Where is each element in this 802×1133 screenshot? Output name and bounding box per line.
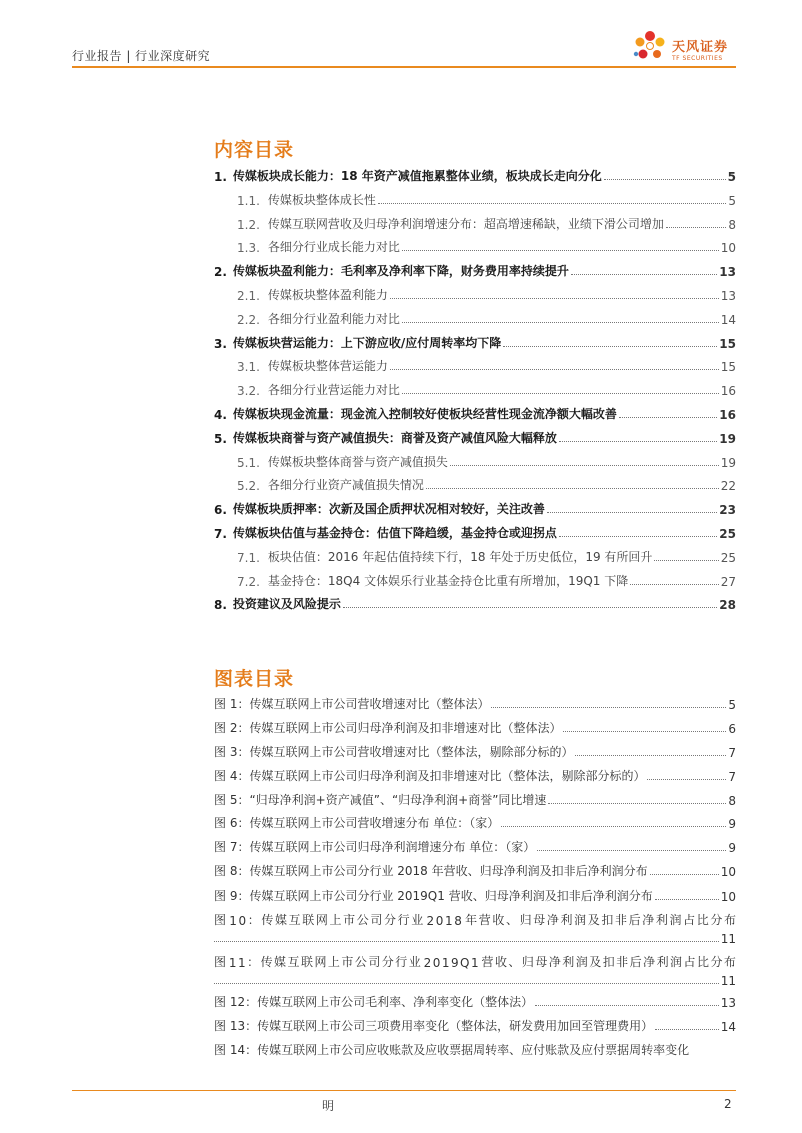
figure-entry-char: 收 (494, 955, 507, 969)
toc-entry-number: 5. (214, 431, 227, 446)
figure-entry-char: 及 (587, 913, 600, 927)
figure-entry-char: 0 (435, 914, 444, 928)
figure-entry-label: 图 8：传媒互联网上市公司分行业 2018 年营收、归母净利润及扣非后净利润分布 (214, 864, 648, 878)
figure-entry-page: 9 (728, 841, 736, 855)
figure-entry-label: 图 14：传媒互联网上市公司应收账款及应收票据周转率、应付账款及应付票据周转率变化 (214, 1043, 690, 1057)
figure-entry-page: 8 (728, 794, 736, 808)
toc-entry-label: 各细分行业盈利能力对比 (267, 311, 400, 326)
toc-entry-page: 5 (728, 193, 736, 208)
figure-entry-char: 占 (683, 913, 696, 927)
toc-entry[interactable] (214, 190, 736, 208)
toc-leader-dots (630, 583, 718, 585)
figure-entry-line2 (214, 928, 736, 946)
figure-entry-char: 分 (383, 913, 396, 927)
toc-entry-label: 传媒板块整体盈利能力 (267, 288, 388, 302)
figures-title: 图表目录 (214, 668, 295, 690)
figure-entry-char: 联 (302, 913, 315, 927)
toc-entry-label: 各细分行业资产减值损失情况 (267, 478, 424, 493)
toc-entry-label: 传媒板块质押率：次新及国企质押状况相对较好，关注改善 (232, 502, 545, 517)
report-category: 行业报告 | 行业深度研究 (72, 49, 211, 63)
figure-entry-label: 图 6：传媒互联网上市公司营收增速分布 单位：（家） (214, 816, 500, 830)
toc-entry[interactable] (214, 452, 736, 470)
figure-entry-char: 互 (288, 913, 301, 927)
figure-entry-label (214, 910, 736, 928)
toc-entry-page: 28 (719, 598, 736, 613)
page-header (0, 0, 802, 70)
figure-entry[interactable] (214, 813, 736, 831)
figure-entry-char: 图 (214, 955, 227, 969)
figure-entry-char: 互 (287, 955, 300, 969)
page-number: 2 (724, 1097, 732, 1111)
figure-leader-dots (563, 730, 726, 732)
toc-leader-dots (402, 249, 719, 251)
figure-leader-dots (214, 940, 719, 942)
figure-entry-char: 占 (683, 955, 696, 969)
figure-entry-char: 利 (560, 913, 573, 927)
figure-entry[interactable] (214, 992, 736, 1010)
toc-entry[interactable] (214, 499, 736, 517)
figure-entry-char: 1 (444, 914, 453, 928)
figure-entry-char: 利 (655, 913, 668, 927)
figure-entry[interactable] (214, 1040, 736, 1058)
figure-entry-char: 2 (423, 956, 432, 970)
toc-leader-dots (426, 487, 719, 489)
figure-entry-page: 10 (720, 890, 736, 904)
figure-entry-label: 图 1：传媒互联网上市公司营收增速对比（整体法） (214, 697, 490, 711)
figure-leader-dots (501, 825, 726, 827)
toc-entry-number: 7. (214, 527, 227, 541)
logo-name: 天风证券 (672, 40, 729, 55)
toc-entry-page: 13 (720, 289, 736, 303)
figure-entry-char: 行 (397, 913, 410, 927)
toc-leader-dots (503, 345, 717, 347)
figure-entry-char: 、 (505, 913, 518, 927)
figure-entry-label: 图 4：传媒互联网上市公司归母净利润及扣非增速对比（整体法，剔除部分标的） (214, 769, 646, 783)
toc-entry-page: 10 (720, 241, 736, 256)
toc-entry[interactable] (214, 523, 736, 541)
toc-entry-number: 2.1. (237, 289, 260, 303)
toc-entry[interactable] (214, 380, 736, 398)
figure-entry-char: 传 (261, 913, 274, 927)
figure-entry-char: 网 (314, 955, 327, 969)
toc-entry-label: 传媒板块营运能力：上下游应收/应付周转率均下降 (232, 335, 502, 350)
figure-entry-char: 布 (723, 955, 736, 969)
figure-leader-dots (535, 1004, 719, 1006)
figure-entry-char: ： (247, 955, 260, 969)
figure-entry-page: 10 (720, 865, 736, 879)
figure-entry[interactable] (214, 790, 736, 808)
toc-leader-dots (390, 368, 719, 370)
figure-entry-char: 扣 (602, 955, 615, 969)
figure-entry-char: 、 (508, 955, 521, 969)
toc-entry-page: 23 (719, 503, 736, 518)
figure-entry-page: 6 (728, 722, 736, 736)
flower-logo-icon (630, 27, 670, 67)
header-divider (72, 66, 736, 68)
figure-entry-page: 11 (720, 932, 736, 946)
toc-leader-dots (343, 606, 717, 608)
toc-entry-label: 各细分行业营运能力对比 (267, 383, 400, 398)
toc-entry-number: 3.1. (237, 360, 260, 375)
toc-entry-page: 15 (720, 360, 736, 375)
figure-entry-page: 7 (728, 746, 736, 760)
figure-entry-label: 图 2：传媒互联网上市公司归母净利润及扣非增速对比（整体法） (214, 721, 562, 735)
figure-entry-char: 润 (575, 955, 588, 969)
toc-entry-number: 3. (214, 336, 227, 351)
figure-leader-dots (537, 849, 726, 851)
figure-entry-char: 利 (562, 955, 575, 969)
figure-entry-char: 公 (354, 955, 367, 969)
toc-entry-number: 8. (214, 598, 227, 613)
toc-entry-page: 27 (720, 574, 736, 589)
figure-entry-page: 5 (728, 698, 736, 712)
figure-entry-page: 11 (720, 974, 736, 988)
figure-leader-dots (655, 1028, 719, 1030)
toc-entry-label: 传媒板块成长能力：18 年资产减值拖累整体业绩，板块成长走向分化 (232, 169, 602, 183)
toc-entry-label: 传媒板块盈利能力：毛利率及净利率下降，财务费用率持续提升 (232, 264, 569, 279)
toc-leader-dots (402, 392, 719, 394)
figure-entry-char: 1 (441, 956, 450, 970)
figure-entry-char: 润 (670, 955, 683, 969)
toc-leader-dots (666, 226, 726, 228)
toc-entry[interactable] (214, 237, 736, 255)
figure-entry-char: 润 (669, 913, 682, 927)
figure-entry-char: 网 (315, 913, 328, 927)
toc-entry-label: 传媒板块整体商誉与资产减值损失 (267, 454, 448, 469)
figure-entry-char: 市 (341, 955, 354, 969)
toc-entry-page: 15 (719, 336, 736, 351)
figure-entry-char: 上 (327, 955, 340, 969)
figure-entry-char: 净 (642, 913, 655, 927)
toc-entry[interactable] (214, 333, 736, 351)
toc-entry-label: 基金持仓：18Q4 文体娱乐行业基金持仓比重有所增加，19Q1 下降 (267, 573, 629, 588)
figure-entry-char: 1 (238, 956, 246, 970)
toc-leader-dots (654, 559, 718, 561)
toc-entry-number: 2.2. (237, 312, 260, 327)
figure-entry-char: 净 (546, 913, 559, 927)
figure-entry-char: 0 (238, 914, 247, 928)
figure-entry-char: 8 (454, 914, 462, 928)
figure-leader-dots (214, 982, 719, 984)
figure-entry-char: 净 (643, 955, 656, 969)
toc-entry-number: 5.1. (237, 455, 260, 470)
figure-entry-char: 扣 (601, 913, 614, 927)
figure-entry-page: 9 (728, 817, 736, 831)
toc-entry-label: 传媒板块商誉与资产减值损失：商誉及资产减值风险大幅释放 (232, 430, 557, 445)
figure-entry-char: 行 (395, 955, 408, 969)
footer-divider (72, 1090, 736, 1091)
figure-entry-label: 图 13：传媒互联网上市公司三项费用率变化（整体法，研发费用加回至管理费用） (214, 1019, 654, 1033)
figure-entry[interactable] (214, 910, 736, 946)
toc-entry-number: 7.2. (237, 574, 260, 589)
figure-entry-char: Q (460, 956, 470, 970)
figure-entry-char: 年 (465, 913, 478, 927)
toc-entry[interactable] (214, 475, 736, 493)
figure-entry-char: 比 (696, 913, 709, 927)
toc-entry-label: 传媒板块整体成长性 (267, 192, 376, 207)
toc-entry[interactable] (214, 404, 736, 422)
figure-entry-page: 14 (720, 1020, 736, 1034)
toc-entry-label: 传媒板块现金流量：现金流入控制较好使板块经营性现金流净额大幅改善 (232, 407, 617, 421)
toc-entry[interactable] (214, 356, 736, 374)
toc-leader-dots (619, 416, 717, 418)
figure-entry-line2 (214, 970, 736, 988)
figure-entry-char: 非 (614, 913, 627, 927)
figure-entry-char: 净 (548, 955, 561, 969)
toc-entry-page: 25 (719, 527, 736, 541)
toc-entry-page: 8 (728, 217, 736, 232)
figure-leader-dots (655, 898, 719, 900)
figure-entry-char: 市 (343, 913, 356, 927)
figure-entry-char: 司 (370, 913, 383, 927)
toc-entry-page: 13 (719, 265, 736, 280)
figure-leader-dots (575, 754, 726, 756)
toc-entry[interactable] (214, 309, 736, 327)
figure-entry-char: 母 (533, 913, 546, 927)
figure-entry[interactable] (214, 1016, 736, 1034)
figure-entry-page: 7 (728, 770, 736, 784)
toc-entry-label: 传媒板块估值与基金持仓：估值下降趋缓，基金持仓或迎拐点 (232, 526, 557, 540)
figure-entry[interactable] (214, 766, 736, 784)
toc-entry-number: 5.2. (237, 479, 260, 494)
toc-entry-label: 投资建议及风险提示 (232, 597, 341, 612)
figure-entry-char: 上 (329, 913, 342, 927)
figure-entry-char: 2 (426, 914, 435, 928)
figure-entry-char: 1 (470, 956, 479, 970)
toc-entry-number: 6. (214, 503, 227, 518)
figure-entry-char: 分 (381, 955, 394, 969)
toc-entry[interactable] (214, 214, 736, 232)
toc-entry-page: 22 (720, 479, 736, 494)
toc-entry[interactable] (214, 166, 736, 184)
figure-entry-char: 公 (356, 913, 369, 927)
figure-entry-char: 联 (300, 955, 313, 969)
figure-entry-page: 13 (720, 996, 736, 1010)
figure-entry-char: 业 (408, 955, 421, 969)
figure-entry-char: 营 (481, 955, 494, 969)
toc-entry-number: 4. (214, 408, 227, 422)
figure-entry[interactable] (214, 837, 736, 855)
toc-entry-number: 1.1. (237, 193, 260, 208)
figure-entry-char: 归 (519, 913, 532, 927)
footer-text: 明 (322, 1099, 335, 1113)
toc-entry-page: 14 (720, 312, 736, 327)
figure-entry-char: 布 (723, 913, 736, 927)
figure-leader-dots (491, 706, 726, 708)
figure-entry-char: ： (247, 913, 260, 927)
figure-entry-char: 收 (492, 913, 505, 927)
figure-leader-dots (650, 873, 719, 875)
figure-entry[interactable] (214, 886, 736, 904)
figure-entry-char: 归 (521, 955, 534, 969)
figure-entry-char: 9 (450, 956, 459, 970)
figure-entry-char: 业 (411, 913, 424, 927)
toc-entry[interactable] (214, 428, 736, 446)
toc-entry-label: 传媒互联网营收及归母净利润增速分布：超高增速稀缺，业绩下滑公司增加 (267, 216, 664, 231)
figure-entry-char: 及 (589, 955, 602, 969)
toc-entry[interactable] (214, 594, 736, 612)
toc-leader-dots (604, 178, 726, 180)
figure-entry-label: 图 5：“归母净利润+资产减值”、“归母净利润+商誉”同比增速 (214, 793, 547, 807)
figure-entry-char: 传 (260, 955, 273, 969)
toc-entry-number: 1.2. (237, 217, 260, 232)
toc-entry-page: 16 (719, 408, 736, 422)
toc-leader-dots (571, 273, 717, 275)
toc-entry[interactable] (214, 547, 736, 565)
toc-leader-dots (559, 535, 717, 537)
toc-entry-label: 各细分行业成长能力对比 (267, 240, 400, 255)
toc-entry-label: 板块估值：2016 年起估值持续下行，18 年处于历史低位，19 有所回升 (267, 549, 653, 564)
figure-entry[interactable] (214, 742, 736, 760)
figure-entry-char: 润 (574, 913, 587, 927)
figure-entry-char: 母 (535, 955, 548, 969)
figure-entry-char: 非 (616, 955, 629, 969)
toc-entry-label: 传媒板块整体营运能力 (267, 359, 388, 374)
figure-entry-char: 0 (432, 956, 441, 970)
toc-entry-page: 25 (720, 550, 736, 565)
figure-entry[interactable] (214, 952, 736, 988)
toc-entry-number: 1. (214, 170, 227, 184)
toc-leader-dots (378, 202, 726, 204)
toc-entry[interactable] (214, 571, 736, 589)
toc-entry-number: 1.3. (237, 241, 260, 256)
figure-leader-dots (548, 802, 726, 804)
figure-entry-label: 图 9：传媒互联网上市公司分行业 2019Q1 营收、归母净利润及扣非后净利润分布 (214, 889, 653, 903)
figure-entry-char: 媒 (274, 913, 287, 927)
figure-entry-char: 1 (229, 914, 237, 928)
toc-leader-dots (547, 511, 717, 513)
toc-entry-page: 19 (719, 431, 736, 446)
figure-entry-char: 后 (629, 955, 642, 969)
toc-entry-number: 7.1. (237, 550, 260, 565)
figure-entry-char: 比 (696, 955, 709, 969)
toc-leader-dots (390, 297, 719, 299)
toc-entry[interactable] (214, 261, 736, 279)
toc-entry-page: 16 (720, 384, 736, 399)
logo-subtitle: TF SECURITIES (672, 55, 723, 62)
figure-leader-dots (647, 778, 726, 780)
figure-entry-label: 图 12：传媒互联网上市公司毛利率、净利率变化（整体法） (214, 995, 534, 1009)
figure-entry-label: 图 3：传媒互联网上市公司营收增速对比（整体法，剔除部分标的） (214, 745, 574, 759)
figure-entry-char: 分 (710, 955, 723, 969)
figure-entry-char: 分 (710, 913, 723, 927)
figure-entry-char: 利 (656, 955, 669, 969)
toc-entry[interactable] (214, 285, 736, 303)
figure-entry[interactable] (214, 694, 736, 712)
company-logo (630, 27, 740, 67)
toc-leader-dots (402, 321, 719, 323)
figure-entry-label: 图 7：传媒互联网上市公司归母净利润增速分布 单位：（家） (214, 840, 536, 854)
figure-entry-char: 1 (228, 956, 237, 970)
figure-entry-char: 司 (368, 955, 381, 969)
toc-leader-dots (559, 440, 717, 442)
toc-entry-number: 3.2. (237, 384, 260, 399)
toc-entry-page: 5 (727, 170, 736, 184)
toc-entry-page: 19 (720, 455, 736, 470)
figure-entry-label (214, 952, 736, 970)
figure-entry-char: 图 (214, 913, 227, 927)
figure-entry-char: 营 (478, 913, 491, 927)
toc-entry-number: 2. (214, 265, 227, 280)
figure-entry-char: 媒 (274, 955, 287, 969)
figure-entry-char: 后 (628, 913, 641, 927)
toc-title: 内容目录 (214, 139, 295, 161)
figure-entry[interactable] (214, 718, 736, 736)
toc-leader-dots (450, 464, 719, 466)
figure-entry[interactable] (214, 861, 736, 879)
